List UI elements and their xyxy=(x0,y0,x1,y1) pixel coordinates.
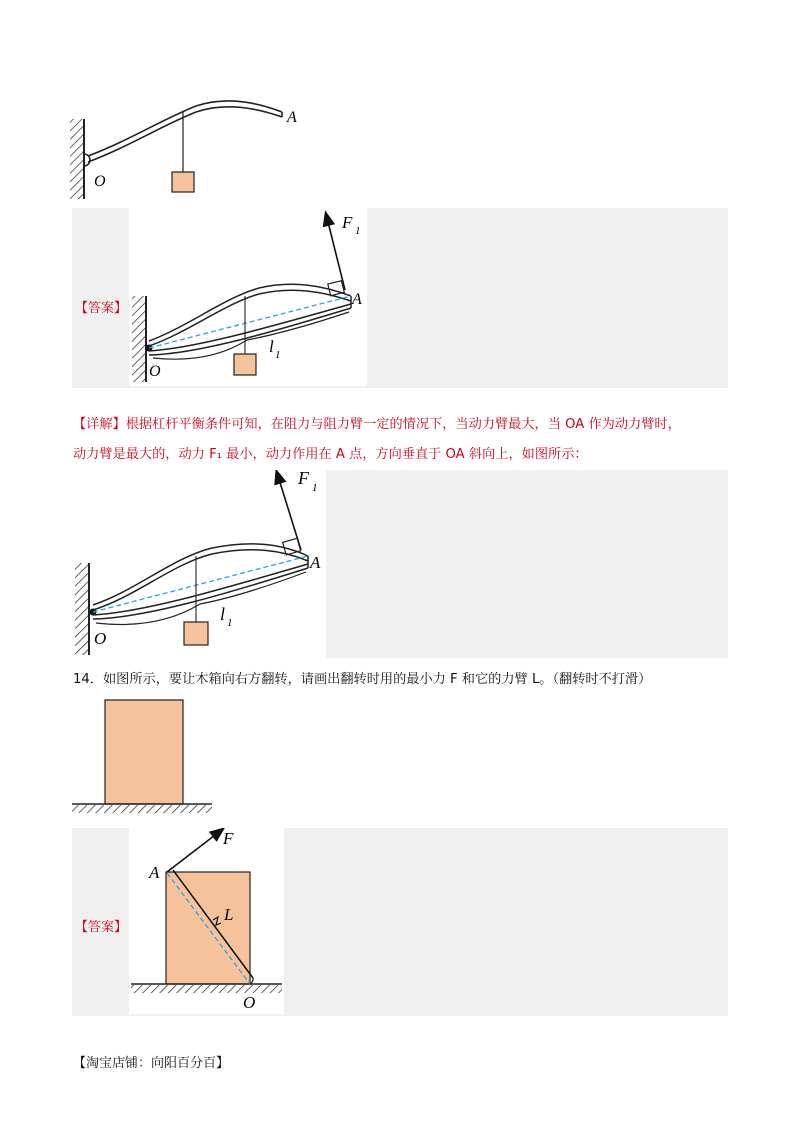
svg-text:1: 1 xyxy=(275,349,281,361)
svg-text:l: l xyxy=(220,604,226,624)
lever-answer-figure-1 xyxy=(129,208,367,386)
svg-text:L: L xyxy=(224,905,234,924)
svg-text:F: F xyxy=(223,829,234,848)
detail-line-1: 【详解】根据杠杆平衡条件可知，在阻力与阻力臂一定的情况下，当动力臂最大，当 OA 作为动力臂时， xyxy=(73,417,681,432)
svg-text:l: l xyxy=(269,337,274,356)
svg-text:1: 1 xyxy=(227,617,233,629)
svg-text:1: 1 xyxy=(312,482,318,494)
svg-text:A: A xyxy=(310,553,321,572)
svg-text:O: O xyxy=(243,993,256,1012)
svg-text:O: O xyxy=(149,363,161,380)
wall-hatch xyxy=(70,119,83,199)
dashed-arm-OA xyxy=(149,296,351,348)
wooden-box xyxy=(105,700,183,804)
question-14: 14．如图所示，要让木箱向右方翻转，请画出翻转时用的最小力 F 和它的力臂 L。（翻转时不打滑） xyxy=(73,672,652,687)
answer-tag-1: 【答案】 xyxy=(75,301,128,316)
box-question-figure xyxy=(70,694,220,816)
svg-text:1: 1 xyxy=(355,225,361,237)
label-A: A xyxy=(287,109,297,126)
shop-footer: 【淘宝店铺：向阳百分百】 xyxy=(73,1056,230,1071)
svg-text:F: F xyxy=(298,470,309,488)
box-answer-figure xyxy=(129,828,284,1014)
detail-line-2: 动力臂是最大的，动力 F₁ 最小，动力作用在 A 点，方向垂直于 OA 斜向上，如图所示： xyxy=(73,447,588,462)
svg-text:F: F xyxy=(342,213,353,232)
answer-tag-2: 【答案】 xyxy=(75,920,128,935)
svg-text:A: A xyxy=(352,291,362,308)
hanging-weight xyxy=(172,172,194,192)
svg-text:O: O xyxy=(94,629,107,648)
lever-detail-figure xyxy=(72,470,326,658)
svg-text:A: A xyxy=(149,863,160,882)
label-O: O xyxy=(94,173,106,190)
right-angle-mark xyxy=(328,281,344,296)
force-F xyxy=(167,832,219,872)
lever-question-figure xyxy=(66,92,326,202)
